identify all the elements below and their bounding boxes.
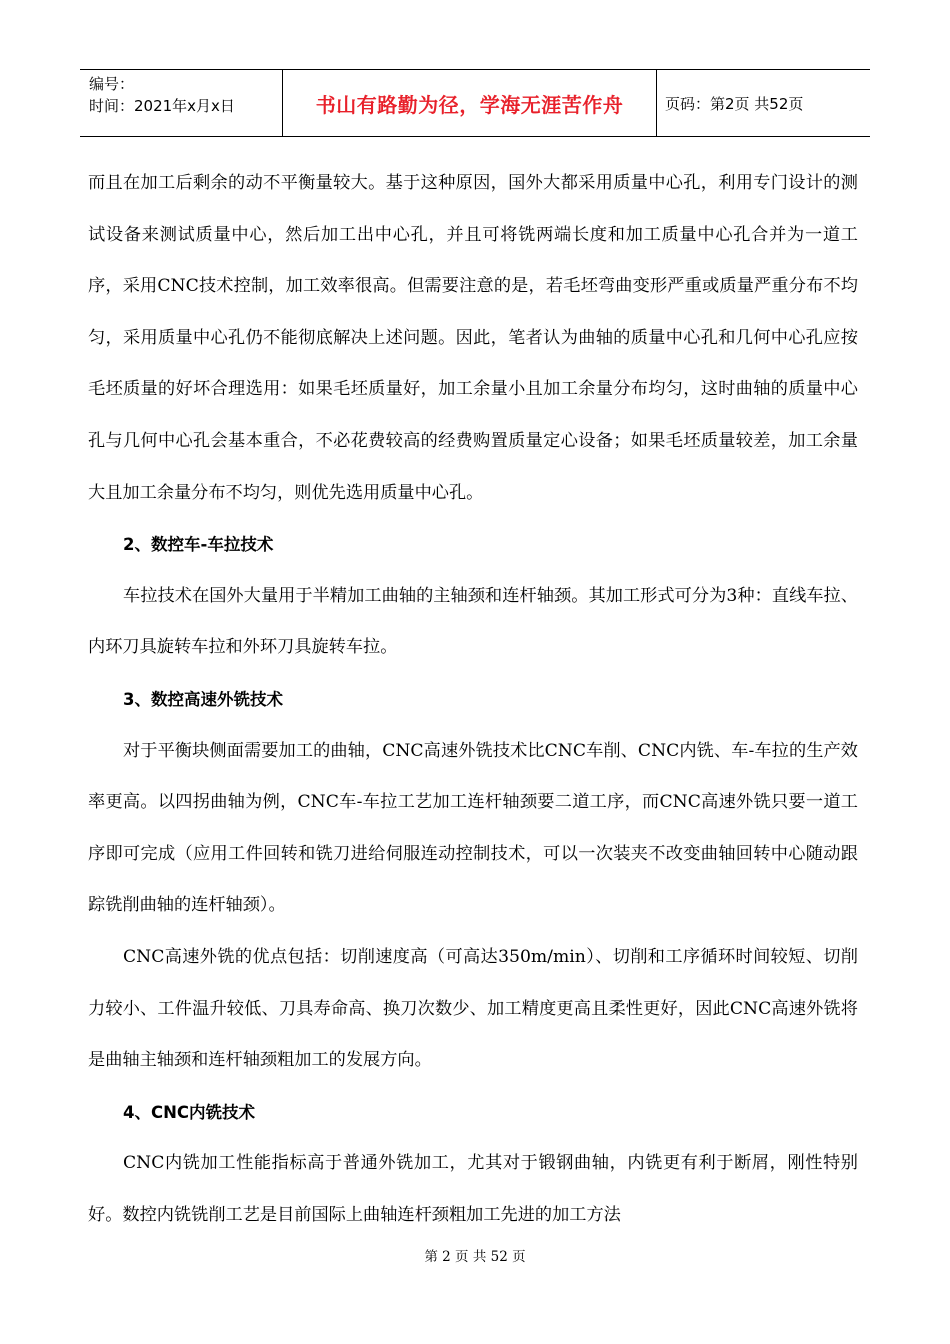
header-page-info: 页码：第2页 共52页 [665, 94, 804, 113]
paragraph-high-speed-milling: 对于平衡块侧面需要加工的曲轴，CNC高速外铣技术比CNC车削、CNC内铣、车-车拉的生产效率更高。以四拐曲轴为例，CNC车-车拉工艺加工连杆轴颈要二道工序，而CNC高速外铣只要一道工序即可完成（应用工件回转和铣刀进给伺服连动控制技术，可以一次装夹不改变曲轴回转中心随动跟踪铣削曲轴的连杆轴颈）。 [88, 740, 858, 916]
paragraph-internal-milling: CNC内铣加工性能指标高于普通外铣加工，尤其对于锻钢曲轴，内铣更有利于断屑，刚性特别好。数控内铣铣削工艺是目前国际上曲轴连杆颈粗加工先进的加工方法 [88, 1153, 858, 1225]
header-motto-cell [283, 70, 657, 136]
header-meta [80, 70, 283, 136]
section-heading-4: 4、CNC内铣技术 [123, 1102, 256, 1122]
page-footer: 第 2 页 共 52 页 [424, 1249, 526, 1265]
section-heading-2: 2、数控车-车拉技术 [123, 535, 274, 555]
page-header [80, 69, 870, 137]
paragraph-turn-broaching: 车拉技术在国外大量用于半精加工曲轴的主轴颈和连杆轴颈。其加工形式可分为3种：直线车拉、内环刀具旋转车拉和外环刀具旋转车拉。 [88, 585, 858, 658]
document-date: 时间：2021年x月x日 [89, 97, 235, 115]
paragraph-milling-advantages: CNC高速外铣的优点包括：切削速度高（可高达350m/min）、切削和工序循环时间较短、切削力较小、工件温升较低、刀具寿命高、换刀次数少、加工精度更高且柔性更好，因此CNC高速外铣将是曲轴主轴颈和连杆轴颈粗加工的发展方向。 [88, 946, 858, 1071]
header-motto: 书山有路勤为径，学海无涯苦作舟 [315, 92, 624, 117]
section-heading-3: 3、数控高速外铣技术 [123, 689, 283, 709]
paragraph-continued: 而且在加工后剩余的动不平衡量较大。基于这种原因，国外大都采用质量中心孔，利用专门设计的测试设备来测试质量中心，然后加工出中心孔，并且可将铣两端长度和加工质量中心孔合并为一道工序，采用CNC技术控制，加工效率很高。但需要注意的是，若毛坯弯曲变形严重或质量严重分布不均匀，采用质量中心孔仍不能彻底解决上述问题。因此，笔者认为曲轴的质量中心孔和几何中心孔应按毛坯质量的好坏合理选用：如果毛坯质量好，加工余量小且加工余量分布均匀，这时曲轴的质量中心孔与几何中心孔会基本重合，不必花费较高的经费购置质量定心设备；如果毛坯质量较差，加工余量大且加工余量分布不均匀，则优先选用质量中心孔。 [88, 173, 858, 503]
document-number-label: 编号： [89, 75, 135, 93]
document-body [88, 158, 858, 1241]
